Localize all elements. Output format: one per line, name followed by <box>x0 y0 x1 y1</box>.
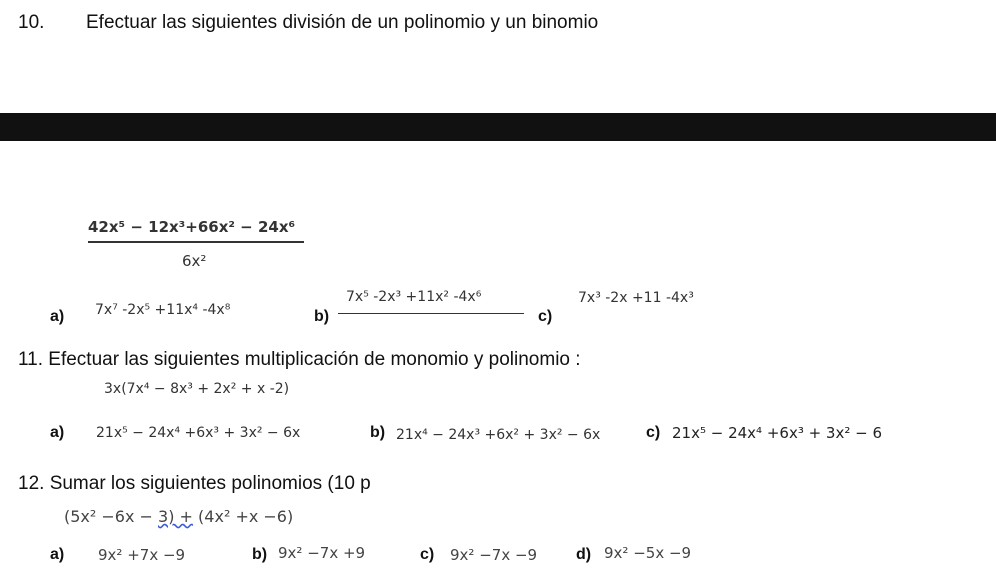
q10-denominator: 6x² <box>182 252 207 270</box>
q12-title: 12. Sumar los siguientes polinomios (10 p <box>18 473 371 494</box>
q11-title: 11. Efectuar las siguientes multiplicación de monomio y polinomio : <box>18 349 581 370</box>
q10-option-b-value: 7x⁵ -2x³ +11x² -4x⁶ <box>346 289 482 305</box>
q11-option-a-label: a) <box>50 424 65 441</box>
q11-option-b-label: b) <box>370 424 386 441</box>
q12-option-a-value: 9x² +7x −9 <box>98 546 186 564</box>
q12-option-b-label: b) <box>252 546 268 563</box>
q10-number: 10. <box>18 12 45 33</box>
q12-option-a-label: a) <box>50 546 65 563</box>
q12-option-d-value: 9x² −5x −9 <box>604 544 692 562</box>
q11-expression: 3x(7x⁴ − 8x³ + 2x² + x -2) <box>104 381 290 397</box>
q10-option-c-value: 7x³ -2x +11 -4x³ <box>578 290 694 306</box>
q11-option-a-value: 21x⁵ − 24x⁴ +6x³ + 3x² − 6x <box>96 425 301 441</box>
q10-option-a-label: a) <box>50 308 65 325</box>
q10-option-a-value: 7x⁷ -2x⁵ +11x⁴ -4x⁸ <box>95 302 231 318</box>
q10-option-b-label: b) <box>314 308 330 325</box>
q12-option-c-value: 9x² −7x −9 <box>450 546 538 564</box>
q10-title: Efectuar las siguientes división de un polinomio y un binomio <box>86 12 599 33</box>
q12-expression-part1: (5x² −6x − <box>64 507 153 526</box>
q12-expression-spellcheck: 3) + <box>158 507 193 526</box>
q12-expression-part2: (4x² +x −6) <box>198 507 294 526</box>
q11-option-c-label: c) <box>646 424 661 441</box>
q11-option-c-value: 21x⁵ − 24x⁴ +6x³ + 3x² − 6 <box>672 424 883 442</box>
q10-option-b-line <box>338 313 524 314</box>
q10-option-c-label: c) <box>538 308 553 325</box>
q10-numerator: 42x⁵ − 12x³+66x² − 24x⁶ <box>88 218 296 236</box>
q10-fraction-line <box>88 241 304 243</box>
q12-option-b-value: 9x² −7x +9 <box>278 544 366 562</box>
black-bar <box>0 113 996 141</box>
q12-expression <box>64 507 293 526</box>
q12-option-c-label: c) <box>420 546 435 563</box>
q12-option-d-label: d) <box>576 546 592 563</box>
q11-option-b-value: 21x⁴ − 24x³ +6x² + 3x² − 6x <box>396 427 601 443</box>
